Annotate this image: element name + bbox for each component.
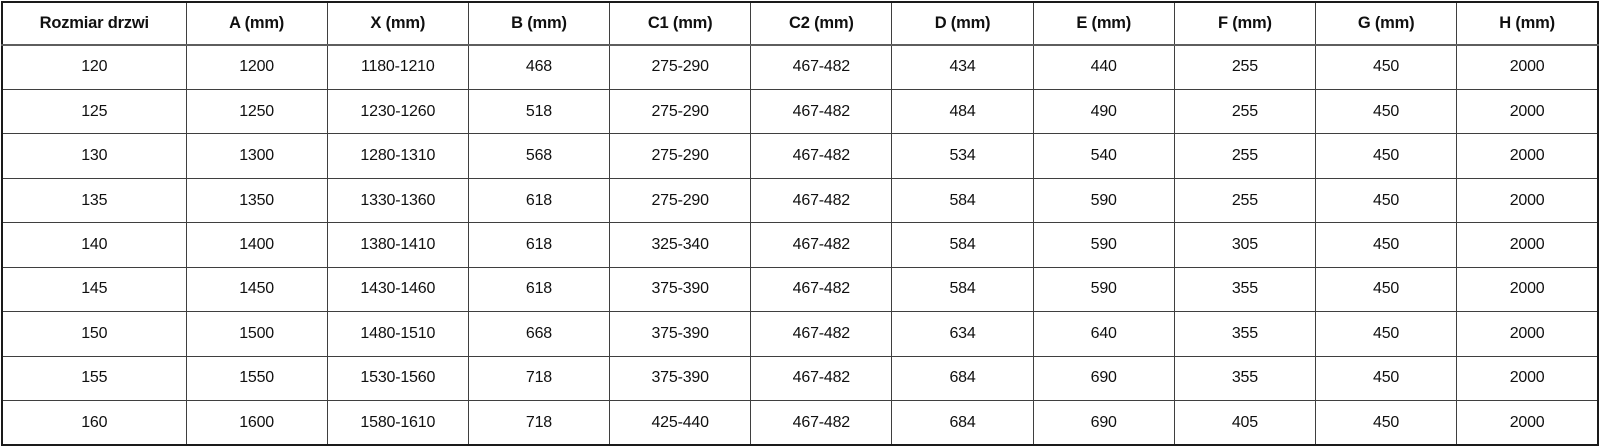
table-cell-r0-c9: 450: [1316, 45, 1457, 89]
header-cell-col3: B (mm): [468, 2, 609, 45]
table-cell-r8-c9: 450: [1316, 401, 1457, 446]
table-cell-r0-c8: 255: [1174, 45, 1315, 89]
table-cell-r5-c2: 1430-1460: [327, 267, 468, 311]
table-cell-r4-c4: 325-340: [610, 223, 751, 267]
table-cell-r2-c4: 275-290: [610, 134, 751, 178]
table-row-125: [2, 89, 1598, 133]
table-cell-r4-c0: 140: [2, 223, 186, 267]
table-cell-r6-c6: 634: [892, 312, 1033, 356]
table-cell-r6-c4: 375-390: [610, 312, 751, 356]
table-cell-r7-c9: 450: [1316, 356, 1457, 400]
header-cell-col4: C1 (mm): [610, 2, 751, 45]
table-cell-r6-c5: 467-482: [751, 312, 892, 356]
table-cell-r1-c1: 1250: [186, 89, 327, 133]
table-cell-r8-c1: 1600: [186, 401, 327, 446]
table-cell-r0-c5: 467-482: [751, 45, 892, 89]
header-cell-col7: E (mm): [1033, 2, 1174, 45]
table-cell-r2-c0: 130: [2, 134, 186, 178]
table-cell-r7-c7: 690: [1033, 356, 1174, 400]
table-cell-r6-c0: 150: [2, 312, 186, 356]
table-cell-r6-c1: 1500: [186, 312, 327, 356]
table-body: [2, 45, 1598, 445]
table-cell-r2-c2: 1280-1310: [327, 134, 468, 178]
table-cell-r1-c6: 484: [892, 89, 1033, 133]
table-cell-r1-c3: 518: [468, 89, 609, 133]
table-cell-r1-c0: 125: [2, 89, 186, 133]
table-cell-r1-c10: 2000: [1457, 89, 1598, 133]
table-cell-r1-c8: 255: [1174, 89, 1315, 133]
table-cell-r8-c4: 425-440: [610, 401, 751, 446]
header-cell-col0: Rozmiar drzwi: [2, 2, 186, 45]
header-row: [2, 2, 1598, 45]
table-cell-r0-c0: 120: [2, 45, 186, 89]
table-cell-r6-c7: 640: [1033, 312, 1174, 356]
header-cell-col8: F (mm): [1174, 2, 1315, 45]
table-cell-r7-c2: 1530-1560: [327, 356, 468, 400]
table-cell-r6-c10: 2000: [1457, 312, 1598, 356]
door-dimensions-table-container: [0, 1, 1600, 448]
table-cell-r3-c9: 450: [1316, 178, 1457, 222]
table-cell-r6-c2: 1480-1510: [327, 312, 468, 356]
table-row-130: [2, 134, 1598, 178]
table-cell-r2-c10: 2000: [1457, 134, 1598, 178]
table-cell-r2-c7: 540: [1033, 134, 1174, 178]
table-cell-r2-c1: 1300: [186, 134, 327, 178]
table-cell-r2-c3: 568: [468, 134, 609, 178]
table-cell-r0-c2: 1180-1210: [327, 45, 468, 89]
table-cell-r3-c7: 590: [1033, 178, 1174, 222]
table-cell-r3-c3: 618: [468, 178, 609, 222]
table-cell-r3-c2: 1330-1360: [327, 178, 468, 222]
table-cell-r0-c6: 434: [892, 45, 1033, 89]
table-row-145: [2, 267, 1598, 311]
table-cell-r4-c1: 1400: [186, 223, 327, 267]
table-cell-r6-c3: 668: [468, 312, 609, 356]
table-cell-r4-c6: 584: [892, 223, 1033, 267]
table-cell-r0-c10: 2000: [1457, 45, 1598, 89]
table-cell-r3-c4: 275-290: [610, 178, 751, 222]
table-cell-r7-c1: 1550: [186, 356, 327, 400]
table-cell-r3-c6: 584: [892, 178, 1033, 222]
table-cell-r0-c1: 1200: [186, 45, 327, 89]
table-cell-r1-c2: 1230-1260: [327, 89, 468, 133]
table-cell-r3-c0: 135: [2, 178, 186, 222]
table-cell-r2-c8: 255: [1174, 134, 1315, 178]
table-cell-r4-c7: 590: [1033, 223, 1174, 267]
table-cell-r8-c5: 467-482: [751, 401, 892, 446]
table-cell-r7-c6: 684: [892, 356, 1033, 400]
table-row-150: [2, 312, 1598, 356]
table-cell-r8-c6: 684: [892, 401, 1033, 446]
table-cell-r5-c5: 467-482: [751, 267, 892, 311]
table-cell-r6-c8: 355: [1174, 312, 1315, 356]
table-cell-r4-c10: 2000: [1457, 223, 1598, 267]
table-cell-r8-c7: 690: [1033, 401, 1174, 446]
table-cell-r5-c6: 584: [892, 267, 1033, 311]
header-cell-col1: A (mm): [186, 2, 327, 45]
header-cell-col9: G (mm): [1316, 2, 1457, 45]
table-row-155: [2, 356, 1598, 400]
table-cell-r3-c8: 255: [1174, 178, 1315, 222]
table-row-160: [2, 401, 1598, 446]
table-cell-r5-c4: 375-390: [610, 267, 751, 311]
table-cell-r5-c10: 2000: [1457, 267, 1598, 311]
table-cell-r8-c8: 405: [1174, 401, 1315, 446]
table-cell-r5-c7: 590: [1033, 267, 1174, 311]
table-cell-r5-c1: 1450: [186, 267, 327, 311]
table-cell-r5-c0: 145: [2, 267, 186, 311]
table-cell-r0-c7: 440: [1033, 45, 1174, 89]
table-cell-r0-c4: 275-290: [610, 45, 751, 89]
header-cell-col6: D (mm): [892, 2, 1033, 45]
table-cell-r1-c9: 450: [1316, 89, 1457, 133]
header-cell-col10: H (mm): [1457, 2, 1598, 45]
table-cell-r4-c2: 1380-1410: [327, 223, 468, 267]
table-cell-r5-c9: 450: [1316, 267, 1457, 311]
table-cell-r3-c1: 1350: [186, 178, 327, 222]
table-cell-r5-c8: 355: [1174, 267, 1315, 311]
table-cell-r3-c10: 2000: [1457, 178, 1598, 222]
table-cell-r8-c3: 718: [468, 401, 609, 446]
table-cell-r4-c5: 467-482: [751, 223, 892, 267]
table-cell-r4-c8: 305: [1174, 223, 1315, 267]
table-cell-r5-c3: 618: [468, 267, 609, 311]
table-cell-r2-c9: 450: [1316, 134, 1457, 178]
table-cell-r1-c7: 490: [1033, 89, 1174, 133]
table-cell-r7-c3: 718: [468, 356, 609, 400]
table-row-140: [2, 223, 1598, 267]
table-cell-r2-c5: 467-482: [751, 134, 892, 178]
table-cell-r7-c0: 155: [2, 356, 186, 400]
door-dimensions-table: [1, 1, 1599, 446]
table-cell-r3-c5: 467-482: [751, 178, 892, 222]
header-cell-col2: X (mm): [327, 2, 468, 45]
table-row-120: [2, 45, 1598, 89]
table-cell-r7-c4: 375-390: [610, 356, 751, 400]
header-cell-col5: C2 (mm): [751, 2, 892, 45]
table-cell-r0-c3: 468: [468, 45, 609, 89]
table-cell-r1-c5: 467-482: [751, 89, 892, 133]
table-row-135: [2, 178, 1598, 222]
table-cell-r8-c2: 1580-1610: [327, 401, 468, 446]
table-cell-r7-c8: 355: [1174, 356, 1315, 400]
table-cell-r7-c5: 467-482: [751, 356, 892, 400]
table-cell-r4-c9: 450: [1316, 223, 1457, 267]
table-cell-r4-c3: 618: [468, 223, 609, 267]
table-cell-r2-c6: 534: [892, 134, 1033, 178]
table-cell-r6-c9: 450: [1316, 312, 1457, 356]
table-cell-r1-c4: 275-290: [610, 89, 751, 133]
table-header: [2, 2, 1598, 45]
table-cell-r8-c0: 160: [2, 401, 186, 446]
table-cell-r7-c10: 2000: [1457, 356, 1598, 400]
table-cell-r8-c10: 2000: [1457, 401, 1598, 446]
